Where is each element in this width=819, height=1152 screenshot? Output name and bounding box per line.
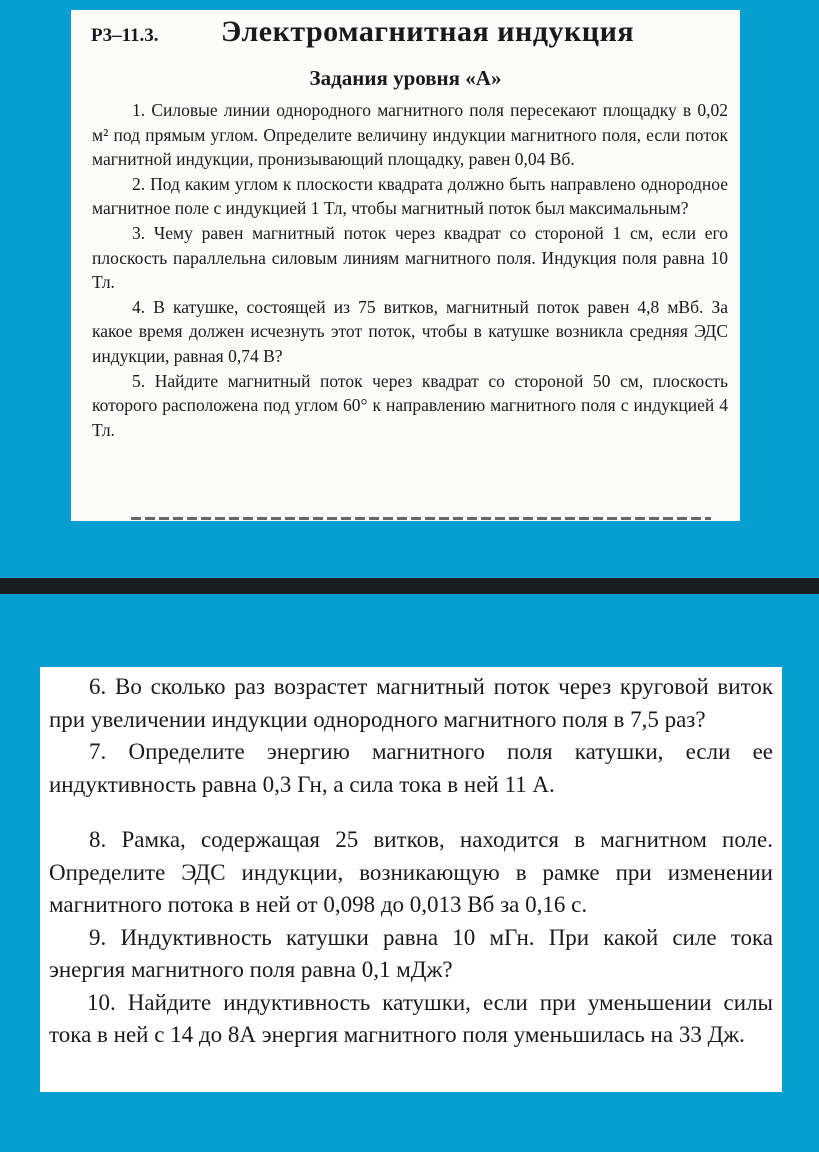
task-list-top <box>92 98 728 442</box>
textbook-page-top <box>71 10 740 521</box>
task-number: 4. <box>132 296 146 317</box>
task-text: Под каким углом к плоскости квадрата должно быть направлено однородное магнитное поле с индукцией 1 Тл, чтобы магнитный поток был максимальным? <box>92 173 729 219</box>
task-item <box>49 824 773 922</box>
task-item <box>49 736 773 801</box>
task-number: 2. <box>132 173 146 194</box>
task-number: 10. <box>87 989 116 1015</box>
task-number: 7. <box>89 739 107 764</box>
textbook-page-bottom <box>40 667 782 1092</box>
task-text: Во сколько раз возрастет магнитный поток через круговой виток при увеличении индукции однородного магнитного поля в 7,5 раз? <box>49 674 773 732</box>
level-subtitle: Задания уровня «А» <box>309 66 502 90</box>
task-text: Найдите индуктивность катушки, если при уменьшении силы тока в ней с 14 до 8А энергия магнитного поля уменьшилась на 33 Дж. <box>49 989 774 1047</box>
task-list-bottom <box>49 671 773 1052</box>
dark-divider-band <box>0 578 819 594</box>
task-item <box>49 987 773 1052</box>
task-text: Индуктивность катушки равна 10 мГн. При какой силе тока энергия магнитного поля равна 0,1 мДж? <box>49 924 773 982</box>
task-number: 8. <box>89 827 107 852</box>
task-text: Найдите магнитный поток через квадрат со стороной 50 см, плоскость которого расположена под углом 60° к направлению магнитного поля с индукцией 4 Тл. <box>92 370 728 440</box>
task-number: 5. <box>132 370 146 391</box>
section-code: Р3–11.3. <box>91 25 159 46</box>
task-item <box>92 295 728 369</box>
task-text: В катушке, состоящей из 75 витков, магнитный поток равен 4,8 мВб. За какое время должен исчезнуть этот поток, чтобы в катушке возникла средняя ЭДС индукции, равная 0,74 В? <box>92 296 728 366</box>
task-item <box>92 98 728 172</box>
cut-off-text-line <box>131 517 711 520</box>
task-item <box>92 369 728 443</box>
section-header <box>91 15 731 55</box>
task-number: 3. <box>132 222 146 243</box>
task-item <box>49 922 773 987</box>
task-number: 6. <box>89 674 107 699</box>
task-item <box>49 671 773 736</box>
task-text: Силовые линии однородного магнитного поля пересекают площадку в 0,02 м² под прямым углом. Определите величину индукции магнитного поля, если поток магнитной индукции, пронизывающий площадку, равен 0,04 Вб. <box>92 100 728 170</box>
task-item <box>92 221 728 295</box>
section-title: Электромагнитная индукция <box>221 15 635 48</box>
task-number: 9. <box>89 924 107 950</box>
task-text: Чему равен магнитный поток через квадрат со стороной 1 см, если его плоскость параллельна силовым линиям магнитного поля. Индукция поля равна 10 Тл. <box>92 222 729 293</box>
task-text: Определите энергию магнитного поля катушки, если ее индуктивность равна 0,3 Гн, а сила тока в ней 11 А. <box>49 739 774 797</box>
task-item <box>92 172 728 221</box>
task-text: Рамка, содержащая 25 витков, находится в магнитном поле. Определите ЭДС индукции, возникающую в рамке при изменении магнитного потока в ней от 0,098 до 0,013 Вб за 0,16 с. <box>49 827 773 917</box>
task-number: 1. <box>132 100 146 120</box>
